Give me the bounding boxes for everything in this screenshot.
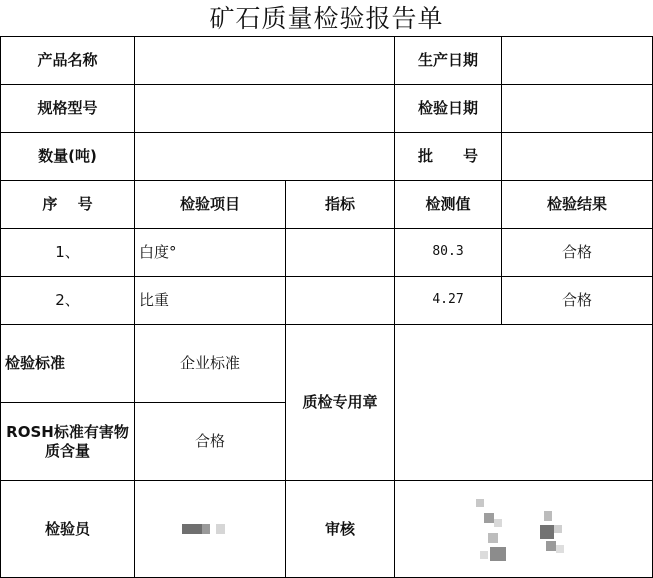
inspector-signature [135,481,285,577]
row-2-item: 比重 [139,291,170,310]
spec-model-label: 规格型号 [37,99,98,118]
product-name-label: 产品名称 [37,51,98,70]
standard-value: 企业标准 [179,354,240,373]
column-header-spec: 指标 [324,195,355,214]
reviewer-label: 审核 [324,519,355,538]
production-date-value[interactable] [502,37,652,84]
standard-label: 检验标准 [5,354,66,373]
rosh-label: ROSH标准有害物质含量 [6,422,129,460]
row-1-result: 合格 [561,243,592,262]
spec-model-value[interactable] [135,85,394,132]
quantity-label: 数量(吨) [38,147,97,166]
stamp-area [395,325,652,480]
row-1-spec [286,229,394,276]
batch-value[interactable] [502,133,652,180]
row-2-seq: 2、 [55,291,80,310]
row-2-measured: 4.27 [432,292,464,308]
column-header-measured: 检测值 [425,195,471,214]
row-2-spec [286,277,394,324]
rosh-value: 合格 [194,432,225,451]
report-table [0,36,653,578]
inspection-date-label: 检验日期 [417,99,478,118]
report-title: 矿石质量检验报告单 [209,4,444,33]
production-date-label: 生产日期 [417,51,478,70]
column-header-item: 检验项目 [179,195,240,214]
row-2-result: 合格 [561,291,592,310]
inspector-label: 检验员 [44,519,90,538]
quantity-value[interactable] [135,133,394,180]
column-header-result: 检验结果 [546,195,607,214]
row-1-seq: 1、 [55,243,80,262]
redacted-signature-icon [180,522,240,536]
column-header-seq: 序 号 [42,195,93,214]
stamp-label: 质检专用章 [302,393,378,412]
batch-label: 批 号 [417,147,478,166]
redacted-signature-icon [474,489,574,569]
inspection-date-value[interactable] [502,85,652,132]
row-1-item: 白度° [139,243,177,262]
row-1-measured: 80.3 [432,244,464,260]
reviewer-signature [395,481,652,577]
product-name-value[interactable] [135,37,394,84]
